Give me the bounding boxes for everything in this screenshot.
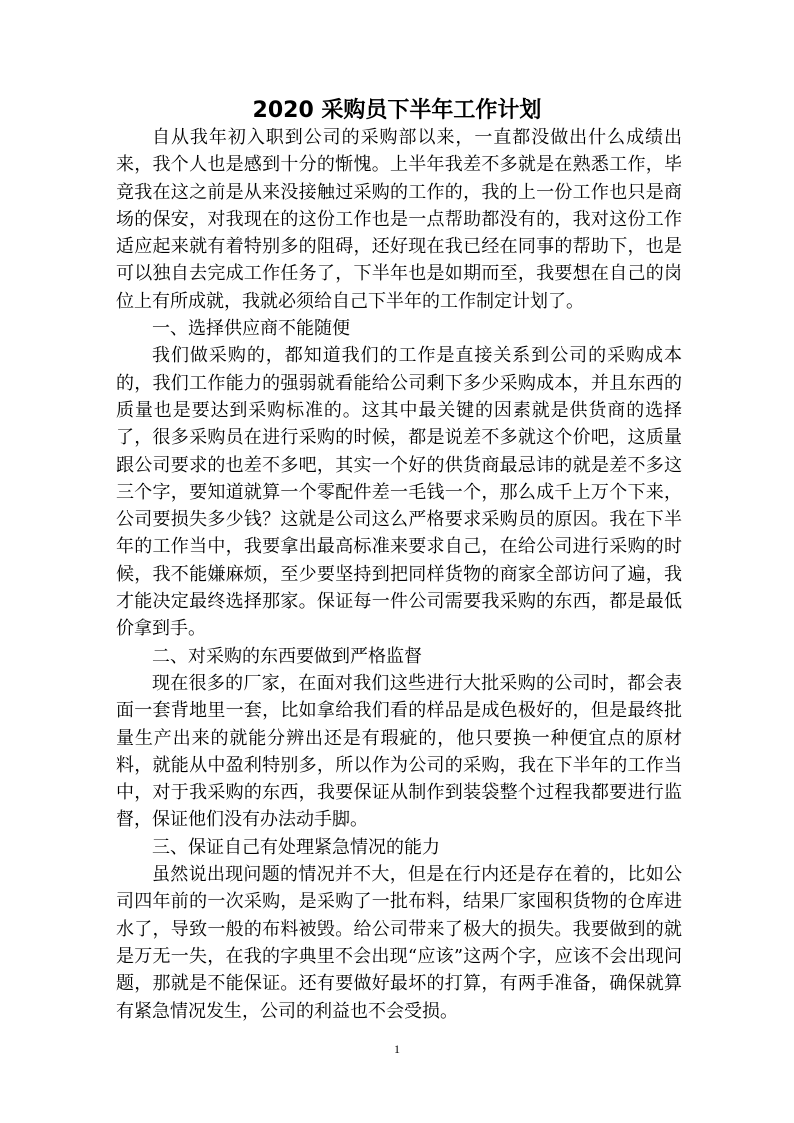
- section-paragraph-emergency: 虽然说出现问题的情况并不大，但是在行内还是存在着的，比如公司四年前的一次采购，是采购了一批布料，结果厂家囤积货物的仓库进水了，导致一般的布料被毁。给公司带来了极大的损失。我要做到的就是万无一失，在我的字典里不会出现“应该”这两个字，应该不会出现问题，那就是不能保证。还有要做好最坏的打算，有两手准备，确保就算有紧急情况发生，公司的利益也不会受损。: [116, 864, 682, 1022]
- section-paragraph-supplier: 我们做采购的，都知道我们的工作是直接关系到公司的采购成本的，我们工作能力的强弱就看能给公司剩下多少采购成本，并且东西的质量也是要达到采购标准的。这其中最关键的因素就是供货商的选择了，很多采购员在进行采购的时候，都是说差不多就这个价吧，这质量跟公司要求的也差不多吧，其实一个好的供货商最忌讳的就是差不多这三个字，要知道就算一个零配件差一毛钱一个，那么成千上万个下来，公司要损失多少钱？这就是公司这么严格要求采购员的原因。我在下半年的工作当中，我要拿出最高标准来要求自己，在给公司进行采购的时候，我不能嫌麻烦，至少要坚持到把同样货物的商家全部访问了遍，我才能决定最终选择那家。保证每一件公司需要我采购的东西，都是最低价拿到手。: [116, 345, 682, 640]
- document-title: 2020 采购员下半年工作计划: [252, 98, 542, 123]
- section-heading-supervision: 二、对采购的东西要做到严格监督: [152, 645, 422, 667]
- document-body: [116, 124, 682, 1025]
- section-heading-emergency: 三、保证自己有处理紧急情况的能力: [152, 836, 440, 858]
- intro-paragraph: 自从我年初入职到公司的采购部以来，一直都没做出什么成绩出来，我个人也是感到十分的惭愧。上半年我差不多就是在熟悉工作，毕竟我在这之前是从来没接触过采购的工作的，我的上一份工作也只是商场的保安，对我现在的这份工作也是一点帮助都没有的，我对这份工作适应起来就有着特别多的阻碍，还好现在我已经在同事的帮助下，也是可以独自去完成工作任务了，下半年也是如期而至，我要想在自己的岗位上有所成就，我就必须给自己下半年的工作制定计划了。: [116, 127, 682, 312]
- section-heading-supplier: 一、选择供应商不能随便: [152, 318, 350, 340]
- section-paragraph-supervision: 现在很多的厂家，在面对我们这些进行大批采购的公司时，都会表面一套背地里一套，比如拿给我们看的样品是成色极好的，但是最终批量生产出来的就能分辨出还是有瑕疵的，他只要换一种便宜点的原材料，就能从中盈利特别多，所以作为公司的采购，我在下半年的工作当中，对于我采购的东西，我要保证从制作到装袋整个过程我都要进行监督，保证他们没有办法动手脚。: [116, 672, 682, 831]
- page-number: 1: [394, 1042, 400, 1056]
